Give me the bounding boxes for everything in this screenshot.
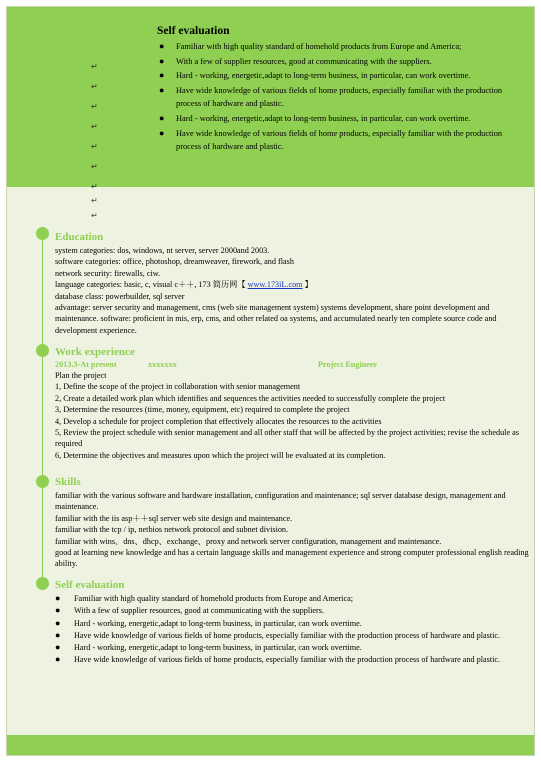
skills-line: familiar with the various software and hardware installation, configuration and maintenance; sql server database design, management and maintenance.	[55, 491, 506, 512]
bullet-icon: ●	[55, 617, 61, 628]
list-item: ● Hard - working, energetic,adapt to long-term business, in particular, can work overtime.	[55, 617, 362, 628]
bullet-icon: ●	[159, 112, 165, 123]
self-evaluation-title: Self evaluation	[55, 579, 125, 591]
header-band	[7, 7, 534, 191]
list-item: ● Have wide knowledge of various fields of home products, especially familiar with the production process of hardware and plastic.	[55, 654, 501, 665]
timeline-dot-icon	[36, 227, 49, 240]
list-item: ● Familiar with high quality standard of homehold products from Europe and America;	[157, 40, 519, 54]
bullet-icon: ●	[55, 629, 61, 640]
work-line: 3, Determine the resources (time, money, equipment, etc) required to complete the project	[55, 405, 350, 415]
list-item: ● With a few of supplier resources, good at communicating with the suppliers.	[55, 605, 325, 616]
list-item: ● Have wide knowledge of various fields of home products, especially familiar with the production process of hardware and plastic.	[159, 84, 503, 109]
paragraph-marks: ↵ ↵	[91, 196, 98, 220]
resume-page	[6, 6, 535, 756]
top-self-evaluation-list	[157, 40, 519, 154]
education-section	[55, 231, 531, 336]
timeline-line	[42, 233, 43, 583]
bullet-icon: ●	[159, 84, 165, 95]
top-self-evaluation	[157, 25, 519, 155]
work-line: 1, Define the scope of the project in collaboration with senior management	[55, 382, 301, 392]
work-section	[55, 346, 531, 461]
list-item: ● Have wide knowledge of various fields of home products, especially familiar with the production process of hardware and plastic.	[159, 127, 503, 152]
timeline-dot-icon	[36, 475, 49, 488]
work-line: Plan the project	[55, 371, 107, 380]
paragraph-marks: ↵ ↵ ↵ ↵ ↵ ↵ ↵	[91, 62, 98, 191]
education-line: advantage: server security and management, cms (web site management system) systems development, share point development and maintenance. software: proficient in mis, erp, cms, and other related oa systems, and accumulated nearly ten complete source code and development experience.	[55, 303, 497, 335]
bullet-icon: ●	[159, 127, 165, 138]
list-item: ● Have wide knowledge of various fields of home products, especially familiar with the production process of hardware and plastic.	[55, 629, 501, 640]
job-position: Project Engineer	[318, 360, 378, 369]
education-line: system categories: dos, windows, nt server, server 2000and 2003.	[55, 246, 270, 255]
skills-line: good at learning new knowledge and has a certain language skills and management experience and strong computer professional english reading ability.	[55, 548, 529, 569]
education-line: database class: powerbuilder, sql server	[55, 291, 185, 301]
timeline-dot-icon	[36, 344, 49, 357]
bullet-icon: ●	[55, 642, 61, 653]
timeline-dot-icon	[36, 577, 49, 590]
self-evaluation-list	[55, 593, 531, 666]
bullet-icon: ●	[159, 70, 165, 81]
skills-section	[55, 476, 531, 570]
work-line: 4, Develop a schedule for project completion that effectively allocates the resources to the activities	[55, 416, 382, 426]
top-self-evaluation-title: Self evaluation	[157, 25, 230, 37]
job-company: xxxxxxx	[148, 360, 177, 369]
bullet-icon: ●	[55, 654, 61, 665]
skills-line: familiar with the iis asp＋＋sql server web site design and maintenance.	[55, 513, 293, 523]
education-title: Education	[55, 231, 104, 243]
job-date: 2013.3-At present	[55, 360, 117, 369]
work-title: Work experience	[55, 346, 135, 358]
self-evaluation-section	[55, 579, 531, 667]
work-line: 5, Review the project schedule with senior management and all other staff that will be affected by the project activities; revise the schedule as required	[55, 428, 519, 449]
bullet-icon: ●	[55, 605, 61, 616]
bullet-icon: ●	[159, 55, 165, 66]
skills-line: familiar with wins、dns、dhcp、exchange、proxy and network server configuration, management and maintenance.	[55, 536, 442, 546]
job-header	[55, 360, 531, 369]
bullet-icon: ●	[55, 593, 61, 603]
list-item: ● Hard - working, energetic,adapt to long-term business, in particular, can work overtime.	[55, 642, 362, 653]
website-link[interactable]: www.173iL.com	[247, 280, 303, 290]
skills-line: familiar with the tcp / ip, netbios network protocol and subnet division.	[55, 525, 289, 535]
skills-title: Skills	[55, 476, 81, 488]
work-line: 2, Create a detailed work plan which identifies and sequences the activities needed to successfully complete the project	[55, 393, 446, 403]
list-item: ● With a few of supplier resources, good at communicating with the suppliers.	[157, 55, 519, 69]
bullet-icon: ●	[159, 41, 165, 51]
list-item: ● Hard - working, energetic,adapt to long-term business, in particular, can work overtime.	[157, 112, 519, 126]
list-item: ● Hard - working, energetic,adapt to long-term business, in particular, can work overtime.	[157, 69, 519, 83]
education-language-line: language categories: basic, c, visual c＋＋, 173 简历网【 www.173iL.com 】	[55, 280, 313, 290]
education-line: software categories: office, photoshop, dreamweaver, firework, and flash	[55, 257, 294, 267]
work-line: 6, Determine the objectives and measures upon which the project will be evaluated at its completion.	[55, 450, 386, 460]
footer-band	[7, 735, 534, 755]
education-line: network security: firewalls, ciw.	[55, 268, 161, 278]
list-item: ● Familiar with high quality standard of homehold products from Europe and America;	[55, 593, 353, 603]
